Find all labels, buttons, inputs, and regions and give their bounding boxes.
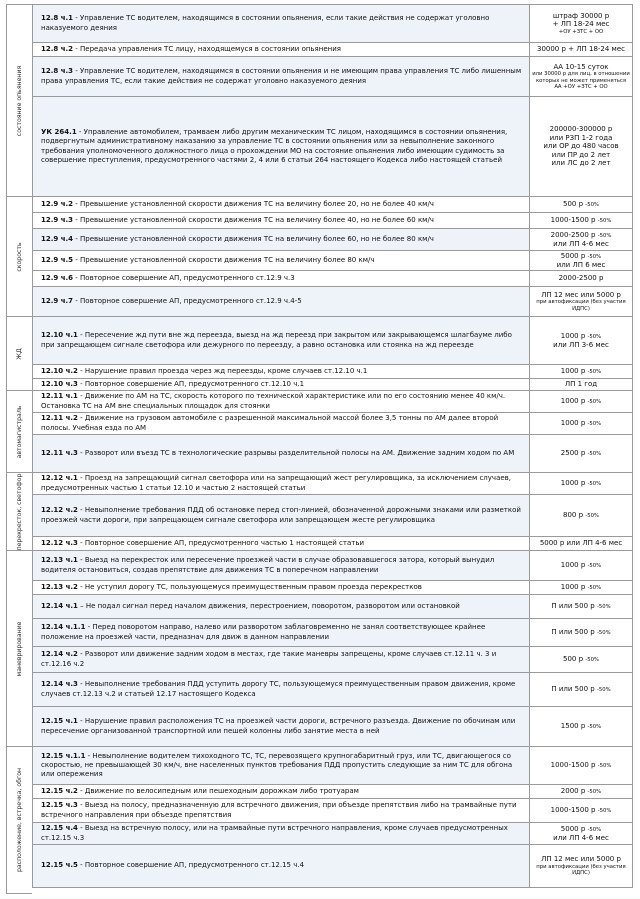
article-code: 12.9 ч.6 — [41, 273, 74, 282]
penalty-line: 30000 р + ЛП 18-24 мес — [536, 45, 625, 54]
penalty-line — [532, 806, 630, 815]
table-row — [32, 286, 633, 316]
violation-text: - Невыполнение водителем тихоходного ТС, ТС, перевозящего крупногабаритный груз, или ТС, двигающегося со скоростью, не превышающей 30 км/ч, вне населенных пунктов требования ПДД пропустить следующие за ним ТС для обгона или опережения — [41, 751, 513, 779]
section-label — [6, 472, 32, 550]
violation-text: - Выезд на полосу, предназначенную для встречного движения, при объезде препятствия либо на трамвайные пути встречного направления при объезде препятствия — [41, 801, 517, 819]
penalty-cell — [529, 785, 633, 798]
discount-note: -50% — [587, 369, 602, 376]
article-code: 12.15 ч.3 — [41, 801, 78, 810]
violation-text: - Перед поворотом направо, налево или разворотом заблаговременно не занял соответствующее крайнее положение на проезжей части, предназнач для движ в данном направлении — [41, 623, 486, 641]
violation-description — [32, 213, 529, 228]
article-code: 12.11 ч.1 — [41, 392, 78, 401]
penalty-value: 800 р — [563, 511, 584, 520]
penalty-line: или ЛП 6 мес — [556, 260, 606, 269]
penalty-value: 2000-2500 р — [550, 230, 596, 239]
penalty-value: 2500 р — [560, 449, 586, 458]
penalty-line: или ПР до 2 лет — [551, 150, 611, 159]
section-label — [6, 550, 32, 746]
violation-text: - Превышение установленной скорости движения ТС на величину более 20, но не более 40 км/ч — [73, 199, 434, 208]
violation-description — [32, 823, 529, 844]
penalty-cell — [529, 619, 633, 646]
article-code: 12.14 ч.1 — [41, 601, 78, 610]
table-row — [32, 212, 633, 228]
discount-note: -50% — [587, 333, 602, 340]
penalty-line: штраф 30000 р — [552, 11, 610, 20]
discount-note: -50% — [596, 604, 611, 611]
article-code: 12.12 ч.2 — [41, 506, 78, 515]
penalty-line — [532, 825, 630, 834]
violation-text: - Превышение установленной скорости движения ТС на величину более 60, но не более 80 км/ч — [73, 234, 434, 243]
penalty-line — [532, 602, 630, 611]
discount-note: -50% — [587, 421, 602, 428]
table-row — [32, 472, 633, 494]
discount-note: -50% — [587, 789, 602, 796]
violation-text: - Невыполнение требования ПДД уступить дорогу ТС, пользующемуся преимущественным правом движения, кроме случаев ст.12.13 ч.2 и статьей 12.17 настоящего Кодекса — [41, 680, 516, 698]
violation-text: - Разворот или движение задним ходом в местах, где такие маневры запрещены, кроме случаев ст.12.11 ч. 3 и ст.12.16 ч.2 — [41, 650, 497, 668]
penalty-line — [532, 449, 630, 458]
penalty-line: или ОР до 480 часов — [543, 142, 619, 151]
penalty-value: 1000 р — [560, 419, 586, 428]
article-code: УК 264.1 — [41, 128, 77, 137]
section-label-text: расположение, встречка, обгон — [15, 767, 23, 873]
discount-note: -50% — [585, 513, 599, 520]
section-label-text: ЖД — [15, 347, 23, 360]
violation-text: - Повторное совершение АП, предусмотренного ст.12.10 ч.1 — [77, 379, 305, 388]
violation-text: - Не уступил дорогу ТС, пользующемуся преимущественным правом проезда перекрестков — [77, 582, 422, 591]
violation-text: - Проезд на запрещающий сигнал светофора или на запрещающий жест регулировщика, за исключением случаев, предусмотренных частью 1 статьи 12.10 и частью 2 настоящей статьи — [41, 474, 512, 492]
table-row — [32, 42, 633, 56]
section-label-text: автомагистраль — [15, 405, 23, 458]
violation-description — [32, 595, 529, 618]
table-row — [32, 96, 633, 196]
penalty-cell — [529, 57, 633, 96]
discount-note: -50% — [587, 724, 602, 731]
violation-description — [32, 251, 529, 270]
discount-note: -50% — [587, 253, 602, 260]
penalty-cell — [529, 707, 633, 746]
penalty-line — [532, 216, 630, 225]
violation-description — [32, 413, 529, 434]
article-code: 12.8 ч.3 — [41, 67, 74, 76]
violation-description — [32, 845, 529, 887]
violation-description — [32, 391, 529, 412]
section-label — [6, 196, 32, 316]
article-code: 12.15 ч.1.1 — [41, 751, 86, 760]
violation-description — [32, 287, 529, 316]
table-row — [32, 390, 633, 412]
penalty-cell — [529, 845, 633, 887]
violation-text: - Повторное совершение АП, предусмотренного ст.12.9 ч.4-5 — [73, 296, 302, 305]
penalty-note: при автофиксации (без участия ИДПС) — [536, 299, 626, 312]
violation-text: - Повторное совершение АП, предусмотренного ст.12.9 ч.3 — [73, 273, 295, 282]
penalty-cell — [529, 97, 633, 196]
penalty-cell — [529, 213, 633, 228]
discount-note: -50% — [597, 763, 612, 770]
penalty-value: 5000 р — [560, 824, 586, 833]
penalty-cell — [529, 673, 633, 706]
section-label-text: состояние опьянения — [15, 65, 23, 136]
penalty-line — [532, 583, 630, 592]
penalty-cell — [529, 379, 633, 390]
violation-text: - Движение по велосипедным или пешеходным дорожкам либо тротуарам — [77, 786, 359, 795]
penalty-line — [532, 511, 630, 520]
penalty-cell — [529, 317, 633, 364]
section-label — [6, 746, 32, 894]
violation-description — [32, 57, 529, 96]
table-row — [32, 746, 633, 784]
article-code: 12.11 ч.3 — [41, 448, 78, 457]
article-code: 12.11 ч.2 — [41, 414, 78, 423]
table-row — [32, 494, 633, 536]
table-row — [32, 594, 633, 618]
penalty-line — [532, 479, 630, 488]
article-code: 12.14 ч.1.1 — [41, 623, 86, 632]
article-code: 12.8 ч.2 — [41, 44, 74, 53]
violation-description — [32, 707, 529, 746]
penalty-line — [532, 200, 630, 209]
penalty-cell — [529, 537, 633, 550]
table-row — [32, 196, 633, 212]
penalty-cell — [529, 747, 633, 784]
table-row — [32, 434, 633, 472]
discount-note: -50% — [587, 563, 602, 570]
table-row — [32, 250, 633, 270]
penalty-cell — [529, 435, 633, 472]
section-label — [6, 390, 32, 472]
violation-description — [32, 271, 529, 286]
section-label — [6, 4, 32, 196]
table-row — [32, 536, 633, 550]
violation-text: – Не подал сигнал перед началом движения, перестроением, поворотом, разворотом или остановкой — [77, 601, 460, 610]
penalty-cell — [529, 287, 633, 316]
table-row — [32, 378, 633, 390]
article-code: 12.15 ч.1 — [41, 717, 78, 726]
penalty-value: 500 р — [563, 655, 584, 664]
violation-description — [32, 365, 529, 378]
table-row — [32, 822, 633, 844]
violation-description — [32, 5, 529, 42]
table-row — [32, 784, 633, 798]
penalty-value: 2000 р — [560, 787, 586, 796]
violation-description — [32, 43, 529, 56]
article-code: 12.12 ч.1 — [41, 474, 78, 483]
violation-text: - Нарушение правил расположения ТС на проезжей части дороги, встречного разъезда. Движение по обочинам или пересечение организованной транспортной или пешей колонны либо занятие места в ней — [41, 717, 516, 735]
penalty-value: П или 500 р — [551, 685, 595, 694]
penalty-cell — [529, 413, 633, 434]
penalty-line: ЛП 12 мес или 5000 р — [541, 290, 621, 299]
penalty-value: 1000 р — [560, 331, 586, 340]
violation-description — [32, 97, 529, 196]
article-code: 12.12 ч.3 — [41, 538, 78, 547]
penalty-line: 2000-2500 р — [558, 274, 604, 283]
violation-text: - Управление автомобилем, трамваем либо другим механическим ТС лицом, находящимся в состоянии опьянения, подвергнутым административному наказанию за управление ТС в состоянии опьянения или за невыполнение законного требования уполномоченного должностного лица о прохождении МО на состояние опьянения либо имеющим судимость за совершение преступления, предусмотренного частями 2, 4 или 6 статьи 264 настоящего Кодекса либо настоящей статьей — [41, 128, 508, 164]
violation-description — [32, 785, 529, 798]
discount-note: -50% — [597, 218, 612, 225]
article-code: 12.9 ч.5 — [41, 255, 74, 264]
table-row — [32, 844, 633, 888]
article-code: 12.9 ч.7 — [41, 296, 74, 305]
penalty-line: ЛП 1 год — [564, 380, 598, 389]
penalty-value: 1000-1500 р — [550, 806, 596, 815]
penalty-line — [532, 419, 630, 428]
violation-description — [32, 551, 529, 580]
violation-description — [32, 229, 529, 250]
discount-note: -50% — [596, 687, 611, 694]
penalty-cell — [529, 581, 633, 594]
penalty-value: 500 р — [563, 200, 584, 209]
violation-text: - Повторное совершение АП, предусмотренного частью 1 настоящей статьи — [77, 538, 365, 547]
violation-description — [32, 619, 529, 646]
table-row — [32, 618, 633, 646]
article-code: 12.15 ч.2 — [41, 786, 78, 795]
penalty-value: П или 500 р — [551, 602, 595, 611]
violation-text: - Выезд на встречную полосу, или на трамвайные пути встречного направления, кроме случаев предусмотренных ст.12.15 ч.3 — [41, 824, 508, 842]
penalty-line — [532, 561, 630, 570]
article-code: 12.9 ч.3 — [41, 215, 74, 224]
violation-description — [32, 197, 529, 212]
penalty-line: 5000 р или ЛП 4-6 мес — [539, 539, 623, 548]
penalty-value: 5000 р — [560, 251, 586, 260]
penalty-cell — [529, 229, 633, 250]
penalty-line: 200000-300000 р — [549, 125, 613, 134]
penalty-note: +ОУ +ЗТС + ОО — [558, 28, 604, 35]
violation-text: - Движение на грузовом автомобиле с разрешенной максимальной массой более 3,5 тонны по АМ далее второй полосы. Учебная езда по АМ — [41, 414, 499, 432]
penalty-cell — [529, 5, 633, 42]
section-label-text: скорость — [15, 241, 23, 272]
discount-note: -50% — [597, 232, 612, 239]
penalty-line — [532, 397, 630, 406]
penalty-line — [532, 628, 630, 637]
violation-description — [32, 647, 529, 672]
penalty-value: П или 500 р — [551, 628, 595, 637]
penalty-value: 1000-1500 р — [550, 216, 596, 225]
penalty-cell — [529, 823, 633, 844]
violation-description — [32, 799, 529, 822]
violation-text: - Движение по АМ на ТС, скорость которого по технической характеристике или по его состоянию менее 40 км/ч. Остановка ТС на АМ вне специальных площадок для стоянки — [41, 392, 506, 410]
violation-description — [32, 435, 529, 472]
table-row — [32, 706, 633, 746]
violation-description — [32, 379, 529, 390]
penalty-line: или ЛП 4-6 мес — [553, 833, 609, 842]
article-code: 12.10 ч.1 — [41, 331, 78, 340]
violation-description — [32, 495, 529, 536]
article-code: 12.8 ч.1 — [41, 14, 74, 23]
table-row — [32, 364, 633, 378]
penalty-cell — [529, 551, 633, 580]
penalty-line — [532, 332, 630, 341]
violation-text: - Передача управления ТС лицу, находящемуся в состоянии опьянения — [73, 44, 341, 53]
penalty-cell — [529, 495, 633, 536]
violation-description — [32, 537, 529, 550]
article-code: 12.10 ч.3 — [41, 379, 78, 388]
penalty-line: или ЛП 4-6 мес — [553, 239, 609, 248]
article-code: 12.13 ч.1 — [41, 556, 78, 565]
penalty-value: 1000 р — [560, 583, 586, 592]
table-row — [32, 56, 633, 96]
penalty-cell — [529, 43, 633, 56]
penalty-line: ЛП 12 мес или 5000 р — [541, 855, 621, 864]
penalty-value: 1000 р — [560, 397, 586, 406]
penalty-line: АА 10-15 суток — [553, 62, 609, 71]
table-row — [32, 580, 633, 594]
article-code: 12.14 ч.2 — [41, 650, 78, 659]
table-row — [32, 316, 633, 364]
penalty-line: или ЛС до 2 лет — [551, 159, 611, 168]
violation-text: - Превышение установленной скорости движения ТС на величину более 40, но не более 60 км/ч — [73, 215, 434, 224]
penalty-note: или 30000 р для лиц, в отношении которых не может применяться АА +ОУ +ЗТС + ОО — [532, 71, 630, 90]
violation-description — [32, 317, 529, 364]
penalty-cell — [529, 271, 633, 286]
penalty-value: 1000 р — [560, 479, 586, 488]
discount-note: -50% — [596, 630, 611, 637]
discount-note: -50% — [585, 657, 599, 664]
penalty-line — [532, 761, 630, 770]
penalty-cell — [529, 391, 633, 412]
penalty-line — [532, 231, 630, 240]
penalty-cell — [529, 365, 633, 378]
discount-note: -50% — [587, 585, 602, 592]
article-code: 12.14 ч.3 — [41, 680, 78, 689]
discount-note: -50% — [587, 481, 602, 488]
table-row — [32, 4, 633, 42]
discount-note: -50% — [597, 808, 612, 815]
penalty-cell — [529, 473, 633, 494]
penalty-value: 1000-1500 р — [550, 761, 596, 770]
penalty-cell — [529, 647, 633, 672]
violation-text: - Повторное совершение АП, предусмотренного ст.12.15 ч.4 — [77, 861, 305, 870]
penalty-line — [532, 787, 630, 796]
article-code: 12.15 ч.5 — [41, 861, 78, 870]
penalty-cell — [529, 251, 633, 270]
article-code: 12.15 ч.4 — [41, 824, 78, 833]
penalty-cell — [529, 197, 633, 212]
penalty-line: или РЗП 1-2 года — [549, 133, 613, 142]
penalty-line — [532, 655, 630, 664]
article-code: 12.9 ч.2 — [41, 199, 74, 208]
section-label — [6, 316, 32, 390]
violation-description — [32, 581, 529, 594]
discount-note: -50% — [587, 399, 602, 406]
violation-text: - Превышение установленной скорости движения ТС на величину более 80 км/ч — [73, 255, 375, 264]
violation-description — [32, 747, 529, 784]
discount-note: -50% — [587, 826, 602, 833]
table-row — [32, 228, 633, 250]
table-row — [32, 672, 633, 706]
violation-description — [32, 673, 529, 706]
section-label-text: маневрирование — [15, 621, 23, 676]
violation-text: - Пересечение жд пути вне жд переезда, выезд на жд переезд при закрытом или закрывающемся шлагбауме либо при запрещающем сигнале светофора или дежурного по переезду, а равно остановка или стоянка на жд переезде — [41, 331, 512, 349]
table-row — [32, 270, 633, 286]
penalty-line — [532, 685, 630, 694]
penalty-line — [532, 252, 630, 261]
violation-description — [32, 473, 529, 494]
penalty-value: 1000 р — [560, 561, 586, 570]
penalty-line: + ЛП 18-24 мес — [552, 20, 610, 29]
article-code: 12.9 ч.4 — [41, 234, 74, 243]
penalty-line — [532, 367, 630, 376]
article-code: 12.10 ч.2 — [41, 366, 78, 375]
penalty-line — [532, 722, 630, 731]
violation-text: - Управление ТС водителем, находящимся в состоянии опьянения, если такие действия не содержат уголовно наказуемого деяния — [41, 14, 490, 32]
table-row — [32, 550, 633, 580]
table-row — [32, 412, 633, 434]
article-code: 12.13 ч.2 — [41, 582, 78, 591]
penalty-value: 1500 р — [560, 722, 586, 731]
section-label-text: перекресток, светофор — [15, 473, 23, 550]
penalty-cell — [529, 595, 633, 618]
table-row — [32, 646, 633, 672]
penalty-cell — [529, 799, 633, 822]
violation-text: - Нарушение правил проезда через жд переезды, кроме случаев ст.12.10 ч.1 — [77, 366, 368, 375]
violation-text: - Разворот или въезд ТС в технологические разрывы разделительной полосы на АМ. Движение задним ходом по АМ — [77, 448, 515, 457]
violation-text: - Выезд на перекресток или пересечение проезжей части в случае образовавшегося затора, который вынудил водителя остановиться, создав препятствие для движения ТС в поперечном направлении — [41, 556, 495, 574]
violation-text: - Невыполнение требования ПДД об остановке перед стоп-линией, обозначенной дорожными знаками или разметкой проезжей части дороги, при запрещающем сигнале светофора или запрещающем жесте регулировщика — [41, 506, 521, 524]
penalty-note: при автофиксации (без участия ИДПС) — [536, 863, 626, 877]
discount-note: -50% — [585, 202, 599, 209]
table-row — [32, 798, 633, 822]
discount-note: -50% — [587, 451, 602, 458]
penalty-value: 1000 р — [560, 367, 586, 376]
violation-text: - Управление ТС водителем, находящимся в состоянии опьянения и не имеющим права управления ТС либо лишенным права управления ТС, если такие действия не содержат уголовно наказуемого деяния — [41, 67, 522, 85]
penalty-line: или ЛП 3-6 мес — [553, 340, 609, 349]
